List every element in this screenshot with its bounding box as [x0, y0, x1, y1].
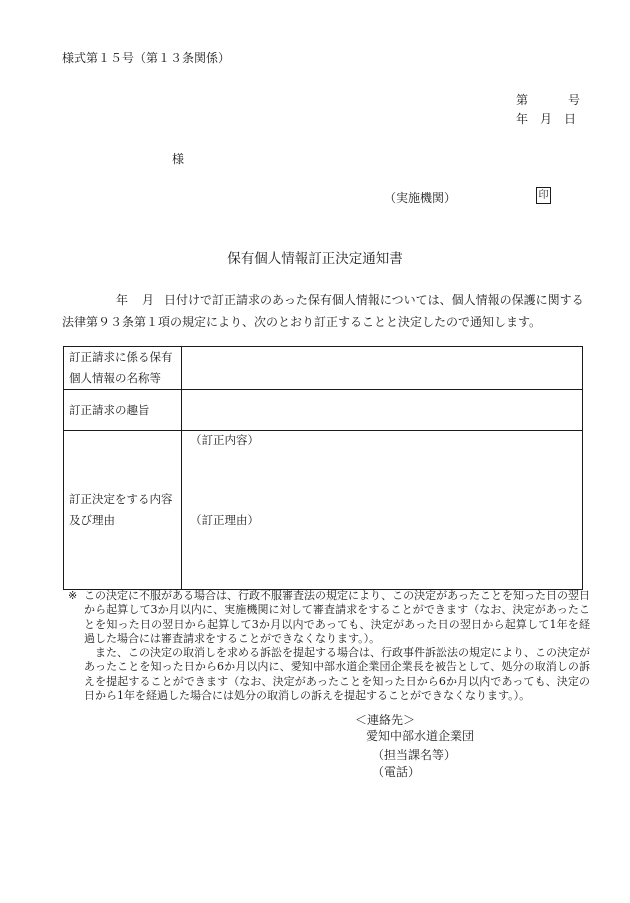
decision-table: [63, 346, 583, 590]
form-number: 様式第１５号（第１３条関係）: [62, 51, 231, 65]
correction-reason-label: （訂正理由）: [190, 513, 259, 527]
contact-heading: ＜連絡先＞: [355, 713, 416, 727]
date-month: 月: [540, 112, 553, 126]
table-row: [64, 347, 583, 390]
note-mark: ※: [68, 589, 78, 602]
row1-label: 訂正請求に係る保有個人情報の名称等: [64, 347, 182, 390]
addressee-suffix: 様: [172, 152, 185, 166]
row2-label: 訂正請求の趣旨: [64, 390, 182, 431]
document-title: 保有個人情報訂正決定通知書: [227, 251, 403, 267]
date-year: 年: [516, 112, 529, 126]
table-row: [64, 431, 583, 590]
note-paragraph-2: [62, 646, 590, 703]
row2-value: [182, 390, 583, 431]
row3-value: [182, 431, 583, 590]
contact-phone: （電話）: [372, 765, 421, 779]
note-text-2: また、この決定の取消しを求める訴訟を提起する場合は、行政事件訴訟法の規定により、この決定があったことを知った日から6か月以内に、愛知中部水道企業団企業長を被告として、処分の取消しの訴えを提起することができます（なお、決定があったことを知った日から6か月以内であっても、決定の日から1年を経過した場合には処分の取消しの訴えを提起することができなくなります。）。: [84, 646, 590, 703]
appeal-note: [62, 589, 590, 703]
row1-value: [182, 347, 583, 390]
document-date: [516, 110, 576, 127]
row3-label: 訂正決定をする内容及び理由: [64, 431, 182, 590]
body-date-month: 月: [142, 293, 155, 307]
note-paragraph-1: [62, 589, 590, 646]
contact-department: （担当課名等）: [372, 748, 457, 762]
table-row: [64, 390, 583, 431]
agency-label: （実施機関）: [384, 191, 457, 205]
correction-content-label: （訂正内容）: [190, 433, 259, 447]
contact-organization: 愛知中部水道企業団: [366, 729, 475, 743]
date-day: 日: [564, 112, 577, 126]
doc-number-prefix: 第: [516, 93, 529, 107]
body-text: 日付けで訂正請求のあった保有個人情報については、個人情報の保護に関する法律第９３条第１項の規定により、次のとおり訂正することと決定したので通知します。: [62, 293, 584, 329]
doc-number-suffix: 号: [568, 93, 581, 107]
note-text-1: この決定に不服がある場合は、行政不服審査法の規定により、この決定があったことを知った日の翌日から起算して3か月以内に、実施機関に対して審査請求をすることができます（なお、決定があったことを知った日の翌日から起算して3か月以内であっても、決定があった日の翌日から起算して1年を経過した場合には審査請求をすることができなくなります。）。: [84, 589, 590, 645]
body-paragraph: [62, 289, 592, 333]
body-date-year: 年: [116, 293, 129, 307]
document-number: [516, 91, 580, 108]
seal-mark: 印: [536, 187, 551, 204]
